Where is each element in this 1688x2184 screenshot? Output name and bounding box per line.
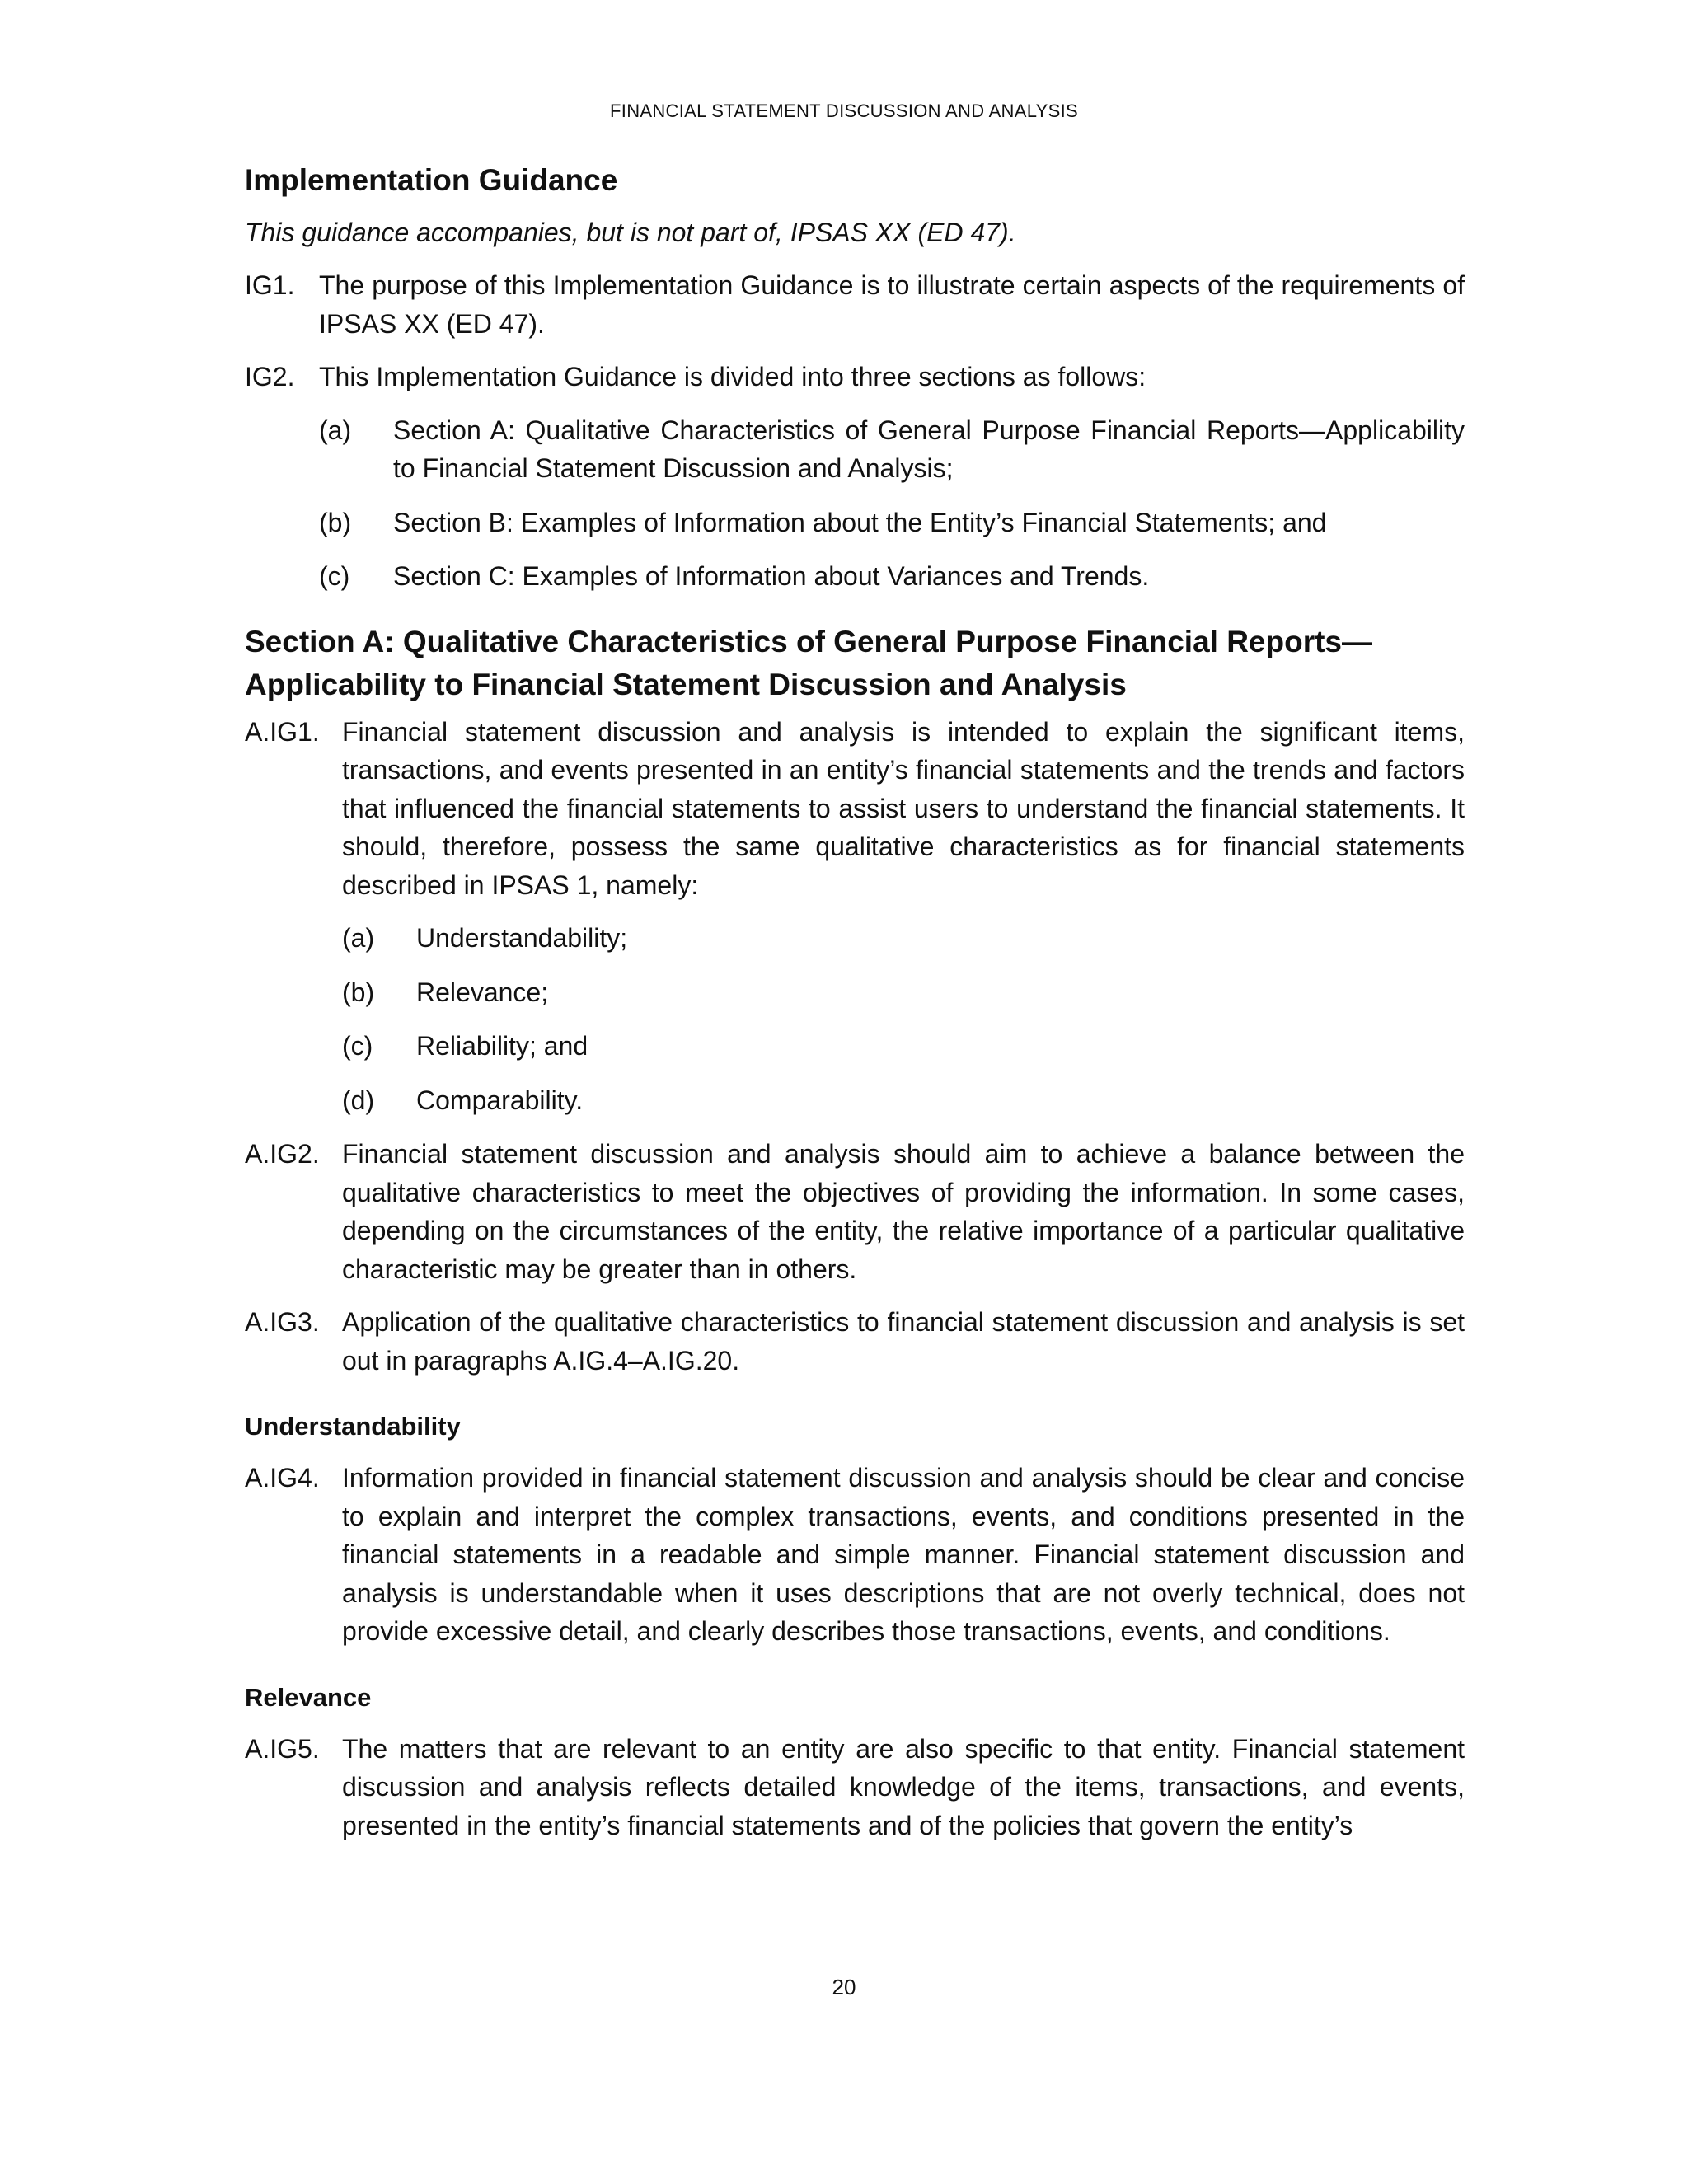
list-item-label: (c) [319, 561, 350, 591]
paragraph-number: A.IG2. [245, 1139, 320, 1169]
list-item-label: (b) [342, 977, 375, 1007]
paragraph-number: IG2. [245, 362, 295, 391]
list-item [342, 1027, 1465, 1066]
paragraph-a-ig2 [245, 1135, 1465, 1288]
list-item-text: Comparability. [416, 1085, 584, 1115]
list-item-text: Reliability; and [416, 1031, 588, 1061]
paragraph-text: The matters that are relevant to an entity are also specific to that entity. Financial statement discussion and analysis reflects detailed knowledge of the items, transactions, and events, presented in the entity’s financial statements and of the policies that govern the entity’s [342, 1733, 1465, 1840]
relevance-heading: Relevance [245, 1682, 372, 1712]
section-a-heading: Section A: Qualitative Characteristics of General Purpose Financial Reports—Applicability to Financial Statement Discussion and Analysis [245, 624, 1373, 701]
list-item-text: Section C: Examples of Information about Variances and Trends. [393, 561, 1150, 591]
understandability-heading: Understandability [245, 1412, 461, 1441]
paragraph-text: The purpose of this Implementation Guidance is to illustrate certain aspects of the requirements of IPSAS XX (ED 47). [319, 270, 1465, 339]
list-item-label: (c) [342, 1031, 373, 1061]
list-item [319, 411, 1465, 488]
list-item-text: Understandability; [416, 923, 628, 953]
paragraph-text: Application of the qualitative characteristics to financial statement discussion and analysis is set out in paragraphs A.IG.4–A.IG.20. [342, 1307, 1465, 1376]
paragraph-text: Financial statement discussion and analysis should aim to achieve a balance between the qualitative characteristics to meet the objectives of providing the information. In some cases, depending on the circumstances of the entity, the relative importance of a particular qualitative characteristic may be greater than in others. [342, 1139, 1465, 1284]
paragraph-a-ig3 [245, 1303, 1465, 1380]
list-item [342, 919, 1465, 958]
paragraph-number: A.IG3. [245, 1307, 320, 1337]
ig2-section-list [245, 411, 1465, 596]
list-item-text: Section A: Qualitative Characteristics of General Purpose Financial Reports—Applicability to Financial Statement Discussion and Analysis; [393, 415, 1465, 483]
qualitative-characteristics-list [245, 919, 1465, 1119]
list-item-text: Relevance; [416, 977, 549, 1007]
list-item [342, 1081, 1465, 1120]
list-item [342, 973, 1465, 1012]
paragraph-text: Information provided in financial statement discussion and analysis should be clear and concise to explain and interpret the complex transactions, events, and conditions presented in the financial statements in a readable and simple manner. Financial statement discussion and analysis is understandable when it uses descriptions that are not overly technical, does not provide excessive detail, and clearly describes those transactions, events, and conditions. [342, 1463, 1465, 1646]
list-item-text: Section B: Examples of Information about the Entity’s Financial Statements; and [393, 507, 1327, 537]
list-item-label: (a) [342, 923, 375, 953]
paragraph-number: A.IG1. [245, 716, 320, 747]
running-header: FINANCIAL STATEMENT DISCUSSION AND ANALYSIS [610, 101, 1078, 121]
page-number: 20 [832, 1975, 856, 1999]
paragraph-text: Financial statement discussion and analysis is intended to explain the significant items, transactions, and events presented in an entity’s financial statements and the trends and factors that influenced the financial statements to assist users to understand the financial statements. It should, therefore, possess the same qualitative characteristics as for financial statements described in IPSAS 1, namely: [342, 716, 1465, 900]
list-item [319, 557, 1465, 596]
paragraph-number: IG1. [245, 270, 295, 300]
page-body [245, 159, 1465, 1859]
guidance-note: This guidance accompanies, but is not part of, IPSAS XX (ED 47). [245, 218, 1016, 247]
list-item-label: (d) [342, 1085, 375, 1115]
paragraph-ig2 [245, 358, 1465, 396]
list-item-label: (b) [319, 507, 352, 537]
paragraph-number: A.IG4. [245, 1463, 320, 1493]
paragraph-number: A.IG5. [245, 1733, 320, 1764]
paragraph-a-ig5 [245, 1730, 1465, 1845]
page-title: Implementation Guidance [245, 163, 618, 197]
paragraph-ig1 [245, 266, 1465, 343]
paragraph-text: This Implementation Guidance is divided into three sections as follows: [319, 362, 1146, 391]
list-item-label: (a) [319, 415, 352, 445]
paragraph-a-ig1 [245, 713, 1465, 905]
paragraph-a-ig4 [245, 1459, 1465, 1651]
list-item [319, 504, 1465, 542]
